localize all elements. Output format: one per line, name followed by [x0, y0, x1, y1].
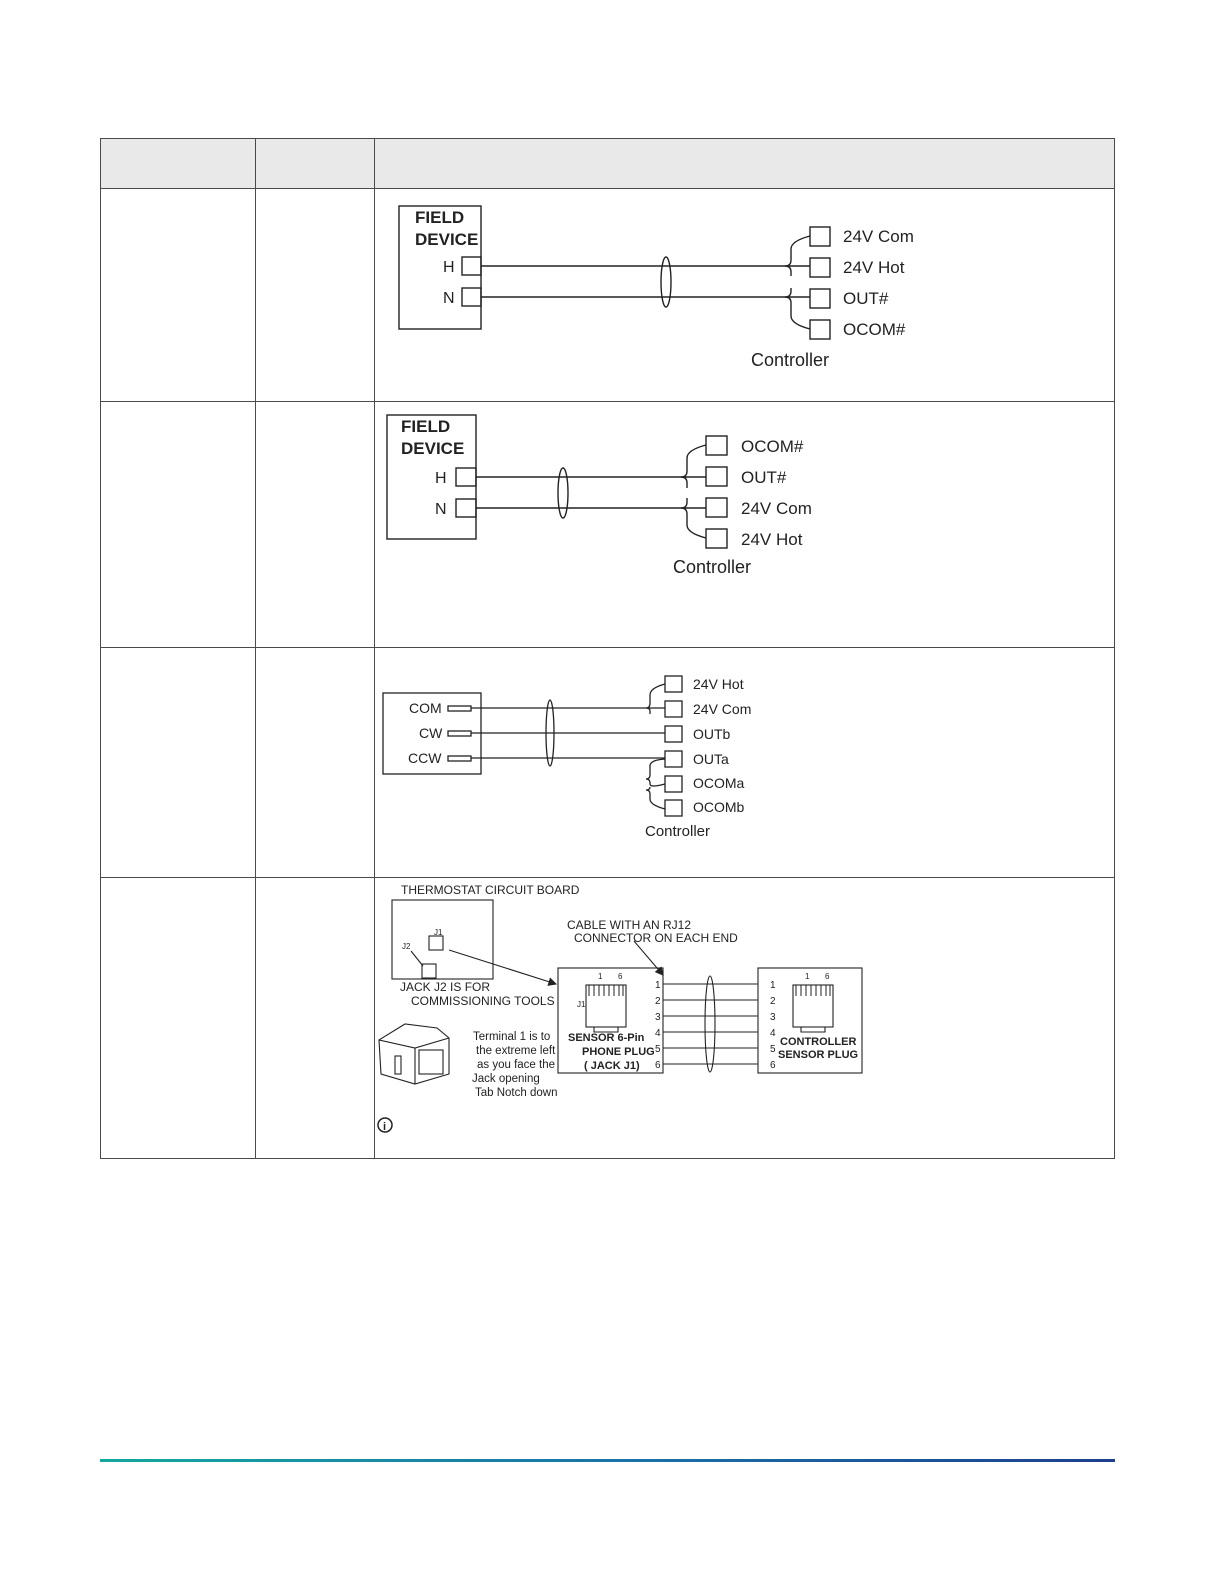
device-title-line2: DEVICE: [401, 439, 465, 458]
controller-pin-number: 3: [770, 1012, 776, 1023]
sensor-pin-number: 3: [655, 1012, 661, 1023]
table-header-row: [101, 139, 1115, 189]
controller-terminal-label: OCOMb: [693, 799, 745, 815]
terminal-note-line: Tab Notch down: [475, 1087, 558, 1099]
row4-diagram-cell: [375, 878, 1115, 1159]
terminal-note-line: Jack opening: [472, 1073, 540, 1085]
controller-plug-label-line: CONTROLLER: [780, 1036, 857, 1048]
table-row: [101, 402, 1115, 648]
table-row: [101, 878, 1115, 1159]
row3-diagram-cell: [375, 648, 1115, 878]
wiring-table: [100, 138, 1115, 1159]
controller-terminal-label: OUT#: [741, 468, 787, 487]
device-title-line1: FIELD: [415, 208, 465, 227]
header-cell-3: [375, 139, 1115, 189]
sensor-j1-label: J1: [577, 1000, 586, 1009]
controller-label: Controller: [673, 557, 752, 577]
wiring-diagram-4: [375, 878, 1113, 1157]
controller-terminal-label: OUT#: [843, 289, 889, 308]
wiring-diagram-2: [375, 402, 1113, 646]
table-row: [101, 648, 1115, 878]
controller-terminal-label: 24V Com: [741, 499, 812, 518]
board-title: THERMOSTAT CIRCUIT BOARD: [401, 883, 580, 897]
terminal-n-label: N: [435, 501, 447, 518]
header-cell-2: [256, 139, 375, 189]
controller-pin-number: 2: [770, 996, 776, 1007]
terminal-note-line: the extreme left: [476, 1045, 556, 1057]
sensor-pin-number: 1: [655, 980, 661, 991]
device-title-line2: DEVICE: [415, 230, 479, 249]
row1-diagram-cell: [375, 189, 1115, 402]
row3-col1: [101, 648, 256, 878]
row1-col1: [101, 189, 256, 402]
terminal-n-label: N: [443, 290, 455, 307]
j2-note-line1: JACK J2 IS FOR: [400, 980, 491, 994]
controller-terminal-label: OCOMa: [693, 775, 745, 791]
controller-terminal-label: 24V Hot: [741, 530, 803, 549]
controller-terminal-label: OCOM#: [741, 437, 804, 456]
controller-pin1-top: 1: [805, 972, 810, 981]
controller-pin-number: 4: [770, 1028, 776, 1039]
controller-terminal-label: 24V Com: [693, 701, 752, 717]
row2-col1: [101, 402, 256, 648]
terminal-ccw-label: CCW: [408, 750, 442, 766]
controller-terminal-label: 24V Hot: [693, 676, 744, 692]
controller-label: Controller: [645, 823, 711, 840]
controller-pin6-top: 6: [825, 972, 830, 981]
wiring-diagram-3: [375, 648, 1113, 876]
sensor-pin-number: 2: [655, 996, 661, 1007]
controller-terminal-label: OUTa: [693, 751, 729, 767]
header-cell-1: [101, 139, 256, 189]
j2-note-line2: COMMISSIONING TOOLS: [411, 994, 555, 1008]
sensor-label-line: SENSOR 6-Pin: [568, 1032, 645, 1044]
controller-terminal-label: 24V Hot: [843, 258, 905, 277]
cable-note-line2: CONNECTOR ON EACH END: [574, 931, 738, 945]
device-title-line1: FIELD: [401, 417, 451, 436]
terminal-note-line: Terminal 1 is to: [473, 1031, 551, 1043]
info-icon-glyph: i: [383, 1121, 387, 1133]
row2-diagram-cell: [375, 402, 1115, 648]
controller-plug-label-line: SENSOR PLUG: [778, 1049, 859, 1061]
sensor-pin-number: 6: [655, 1060, 661, 1071]
wiring-diagram-1: [375, 189, 1113, 400]
controller-terminal-label: 24V Com: [843, 227, 914, 246]
controller-label: Controller: [751, 350, 830, 370]
j1-label: J1: [434, 928, 443, 937]
controller-pin-number: 6: [770, 1060, 776, 1071]
sensor-pin-number: 5: [655, 1044, 661, 1055]
table-row: [101, 189, 1115, 402]
sensor-pin-number: 4: [655, 1028, 661, 1039]
row4-col1: [101, 878, 256, 1159]
terminal-h-label: H: [435, 470, 447, 487]
terminal-com-label: COM: [409, 700, 442, 716]
row2-col2: [256, 402, 375, 648]
row4-col2: [256, 878, 375, 1159]
terminal-h-label: H: [443, 259, 455, 276]
controller-pin-number: 1: [770, 980, 776, 991]
footer-rule: [100, 1459, 1115, 1462]
row3-col2: [256, 648, 375, 878]
terminal-cw-label: CW: [419, 725, 443, 741]
controller-terminal-label: OUTb: [693, 726, 731, 742]
row1-col2: [256, 189, 375, 402]
sensor-pin1-top: 1: [598, 972, 603, 981]
cable-note-line1: CABLE WITH AN RJ12: [567, 918, 692, 932]
terminal-note-line: as you face the: [477, 1059, 555, 1071]
j2-label: J2: [402, 942, 411, 951]
sensor-pin6-top: 6: [618, 972, 623, 981]
controller-terminal-label: OCOM#: [843, 320, 906, 339]
sensor-label-line: ( JACK J1): [584, 1060, 640, 1072]
controller-pin-number: 5: [770, 1044, 776, 1055]
sensor-label-line: PHONE PLUG: [582, 1046, 655, 1058]
